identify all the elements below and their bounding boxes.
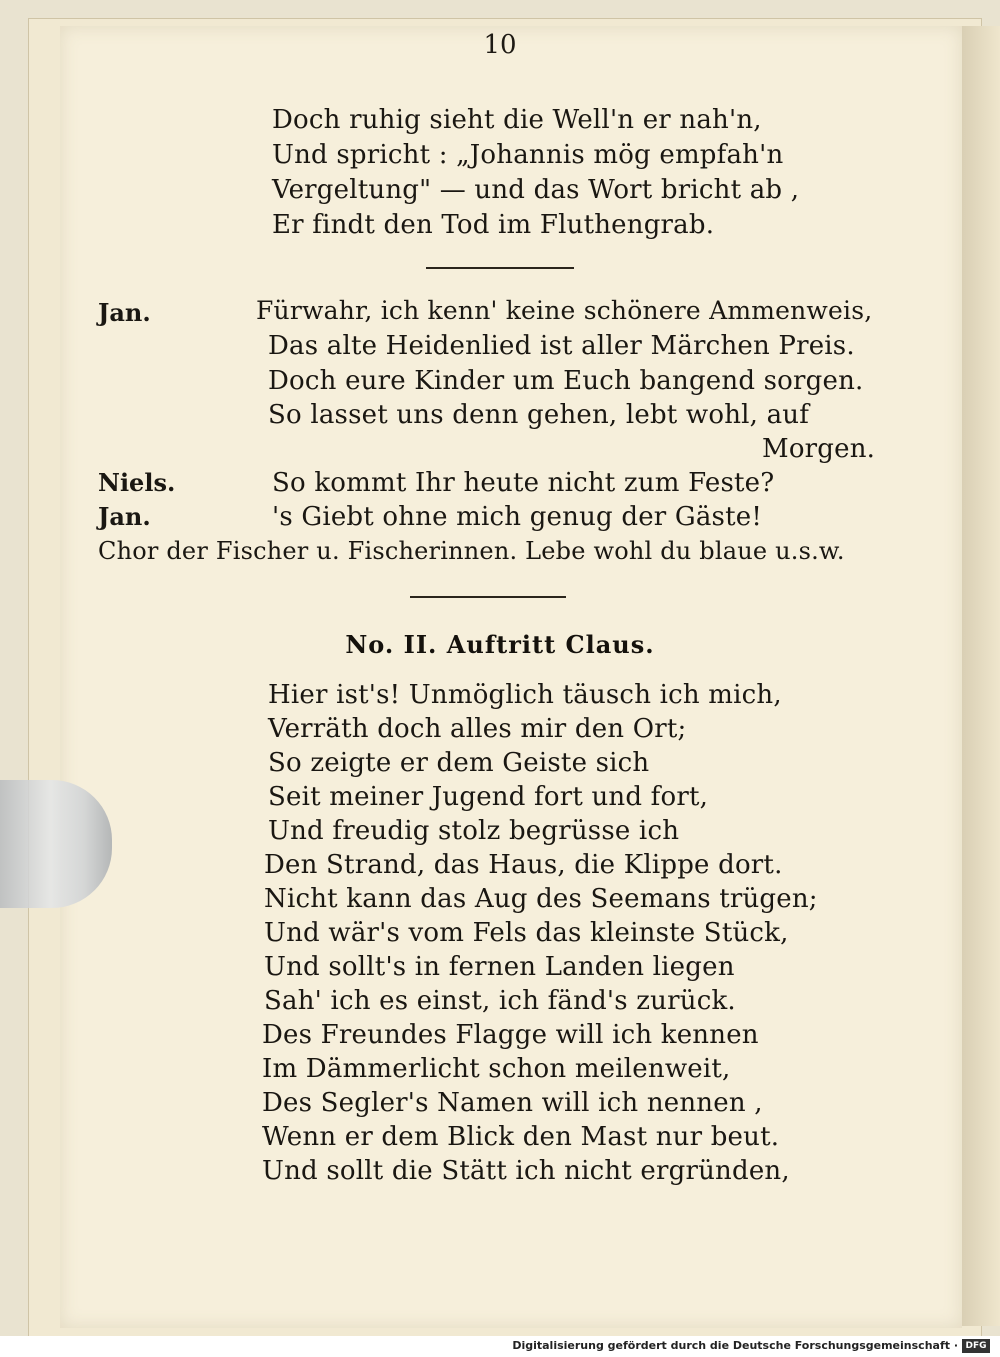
stanza1-line: Und spricht : „Johannis mög empfah'n xyxy=(272,140,784,170)
stanza2-line: Wenn er dem Blick den Mast nur beut. xyxy=(262,1122,780,1152)
stanza2-line: Des Freundes Flagge will ich kennen xyxy=(262,1020,759,1050)
speaker-jan: Jan. xyxy=(98,298,151,327)
stanza2-line: Und freudig stolz begrüsse ich xyxy=(268,816,680,846)
stanza2-line: Hier ist's! Unmöglich täusch ich mich, xyxy=(268,680,782,710)
stanza1-line: Vergeltung" — und das Wort bricht ab , xyxy=(272,175,800,205)
stanza2-line: So zeigte er dem Geiste sich xyxy=(268,748,650,778)
jan-line: Fürwahr, ich kenn' keine schönere Ammenweis, xyxy=(256,296,873,325)
stanza2-line: Und sollt die Stätt ich nicht ergründen, xyxy=(262,1156,790,1186)
stanza2-line: Im Dämmerlicht schon meilenweit, xyxy=(262,1054,731,1084)
stanza2-line: Verräth doch alles mir den Ort; xyxy=(268,714,687,744)
stanza2-line: Sah' ich es einst, ich fänd's zurück. xyxy=(264,986,736,1016)
jan-line: Doch eure Kinder um Euch bangend sorgen. xyxy=(268,366,864,396)
stanza2-line: Des Segler's Namen will ich nennen , xyxy=(262,1088,763,1118)
niels-line: So kommt Ihr heute nicht zum Feste? xyxy=(272,468,775,498)
stanza2-line: Seit meiner Jugend fort und fort, xyxy=(268,782,709,812)
stanza2-line: Nicht kann das Aug des Seemans trügen; xyxy=(264,884,818,914)
page-number: 10 xyxy=(483,30,517,60)
divider-rule xyxy=(426,267,574,269)
jan2-line: 's Giebt ohne mich genug der Gäste! xyxy=(272,502,762,532)
next-page-strip xyxy=(962,26,1000,1326)
page-clip xyxy=(0,780,112,908)
section-heading: No. II. Auftritt Claus. xyxy=(345,630,655,659)
dfg-footer-text: Digitalisierung gefördert durch die Deutsche Forschungsgemeinschaft · xyxy=(512,1339,958,1352)
jan-line: So lasset uns denn gehen, lebt wohl, auf xyxy=(268,400,810,430)
jan-line: Morgen. xyxy=(762,434,876,464)
stanza1-line: Er findt den Tod im Fluthengrab. xyxy=(272,210,715,240)
divider-rule xyxy=(410,596,566,598)
dfg-logo-icon: DFG xyxy=(962,1339,990,1353)
jan-line: Das alte Heidenlied ist aller Märchen Preis. xyxy=(268,331,855,361)
stanza1-line: Doch ruhig sieht die Well'n er nah'n, xyxy=(272,105,762,135)
stanza2-line: Den Strand, das Haus, die Klippe dort. xyxy=(264,850,783,880)
stanza2-line: Und wär's vom Fels das kleinste Stück, xyxy=(264,918,789,948)
speaker-niels: Niels. xyxy=(98,468,176,497)
speaker-jan-2: Jan. xyxy=(98,502,151,531)
chor-line: Chor der Fischer u. Fischerinnen. Lebe wohl du blaue u.s.w. xyxy=(98,537,845,565)
stanza2-line: Und sollt's in fernen Landen liegen xyxy=(264,952,735,982)
